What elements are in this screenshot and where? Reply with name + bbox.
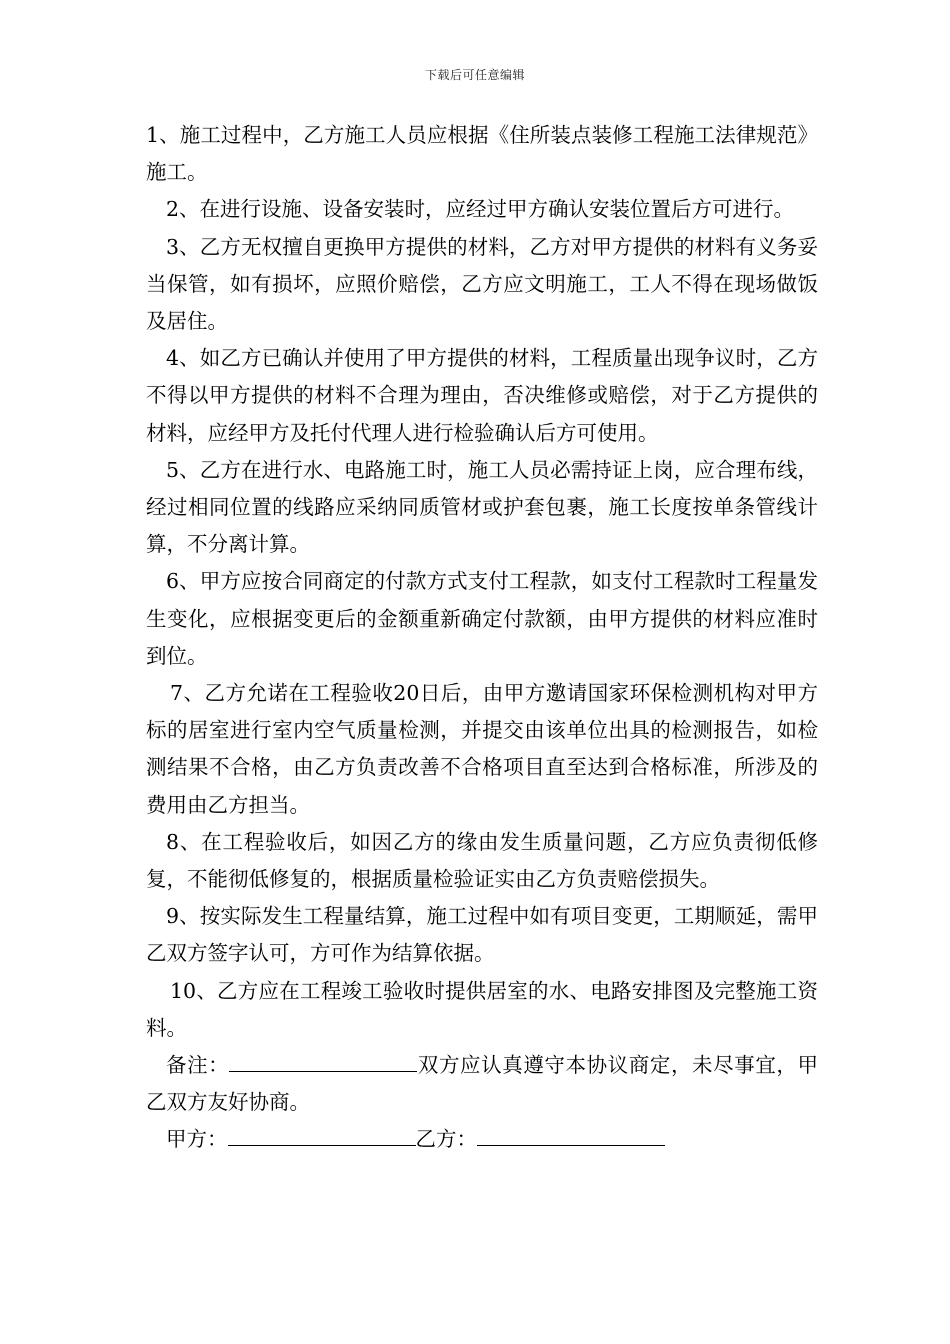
remark-text: 双方应认真遵守本协议商定，未尽事宜，甲乙双方友好协商。: [146, 1053, 819, 1115]
page-header-note: 下载后可任意编辑: [424, 68, 525, 82]
party-a-label: 甲方：: [166, 1127, 228, 1152]
remark-paragraph: [146, 1047, 818, 1121]
clause-10: 10、乙方应在工程竣工验收时提供居室的水、电路安排图及完整施工资料。: [146, 978, 818, 1040]
party-b-label: 乙方：: [415, 1127, 477, 1152]
clause-4: 4、如乙方已确认并使用了甲方提供的材料，工程质量出现争议时，乙方不得以甲方提供的材料不合理为理由，否决维修或赔偿，对于乙方提供的材料，应经甲方及托付代理人进行检验确认后方可使用。: [146, 346, 818, 445]
clause-1: 1、施工过程中，乙方施工人员应根据《住所装点装修工程施工法律规范》施工。: [146, 123, 818, 185]
clause-3: 3、乙方无权擅自更换甲方提供的材料，乙方对甲方提供的材料有义务妥当保管，如有损坏，应照价赔偿，乙方应文明施工，工人不得在现场做饭及居住。: [146, 234, 818, 334]
clause-7: 7、乙方允诺在工程验收20日后，由甲方邀请国家环保检测机构对甲方标的居室进行室内空气质量检测，并提交由该单位出具的检测报告，如检测结果不合格，由乙方负责改善不合格项目直至达到合格标准，所涉及的费用由乙方担当。: [146, 681, 818, 817]
clause-5: 5、乙方在进行水、电路施工时，施工人员必需持证上岗，应合理布线，经过相同位置的线路应采纳同质管材或护套包裹，施工长度按单条管线计算，不分离计算。: [146, 457, 818, 557]
remark-blank-line[interactable]: [229, 1053, 417, 1072]
signature-line: [146, 1121, 818, 1158]
clause-8: 8、在工程验收后，如因乙方的缘由发生质量问题，乙方应负责彻低修复，不能彻低修复的，根据质量检验证实由乙方负责赔偿损失。: [146, 829, 818, 892]
clause-6: 6、甲方应按合同商定的付款方式支付工程款，如支付工程款时工程量发生变化，应根据变更后的金额重新确定付款额，由甲方提供的材料应准时到位。: [146, 569, 818, 668]
party-b-signature-blank[interactable]: [477, 1127, 665, 1146]
clause-2: 2、在进行设施、设备安装时，应经过甲方确认安装位置后方可进行。: [166, 197, 795, 222]
clause-9: 9、按实际发生工程量结算，施工过程中如有项目变更，工期顺延，需甲乙双方签字认可，方可作为结算依据。: [146, 904, 818, 966]
remark-label: 备注：: [166, 1053, 230, 1078]
contract-body: [146, 117, 818, 1159]
party-a-signature-blank[interactable]: [228, 1127, 416, 1146]
